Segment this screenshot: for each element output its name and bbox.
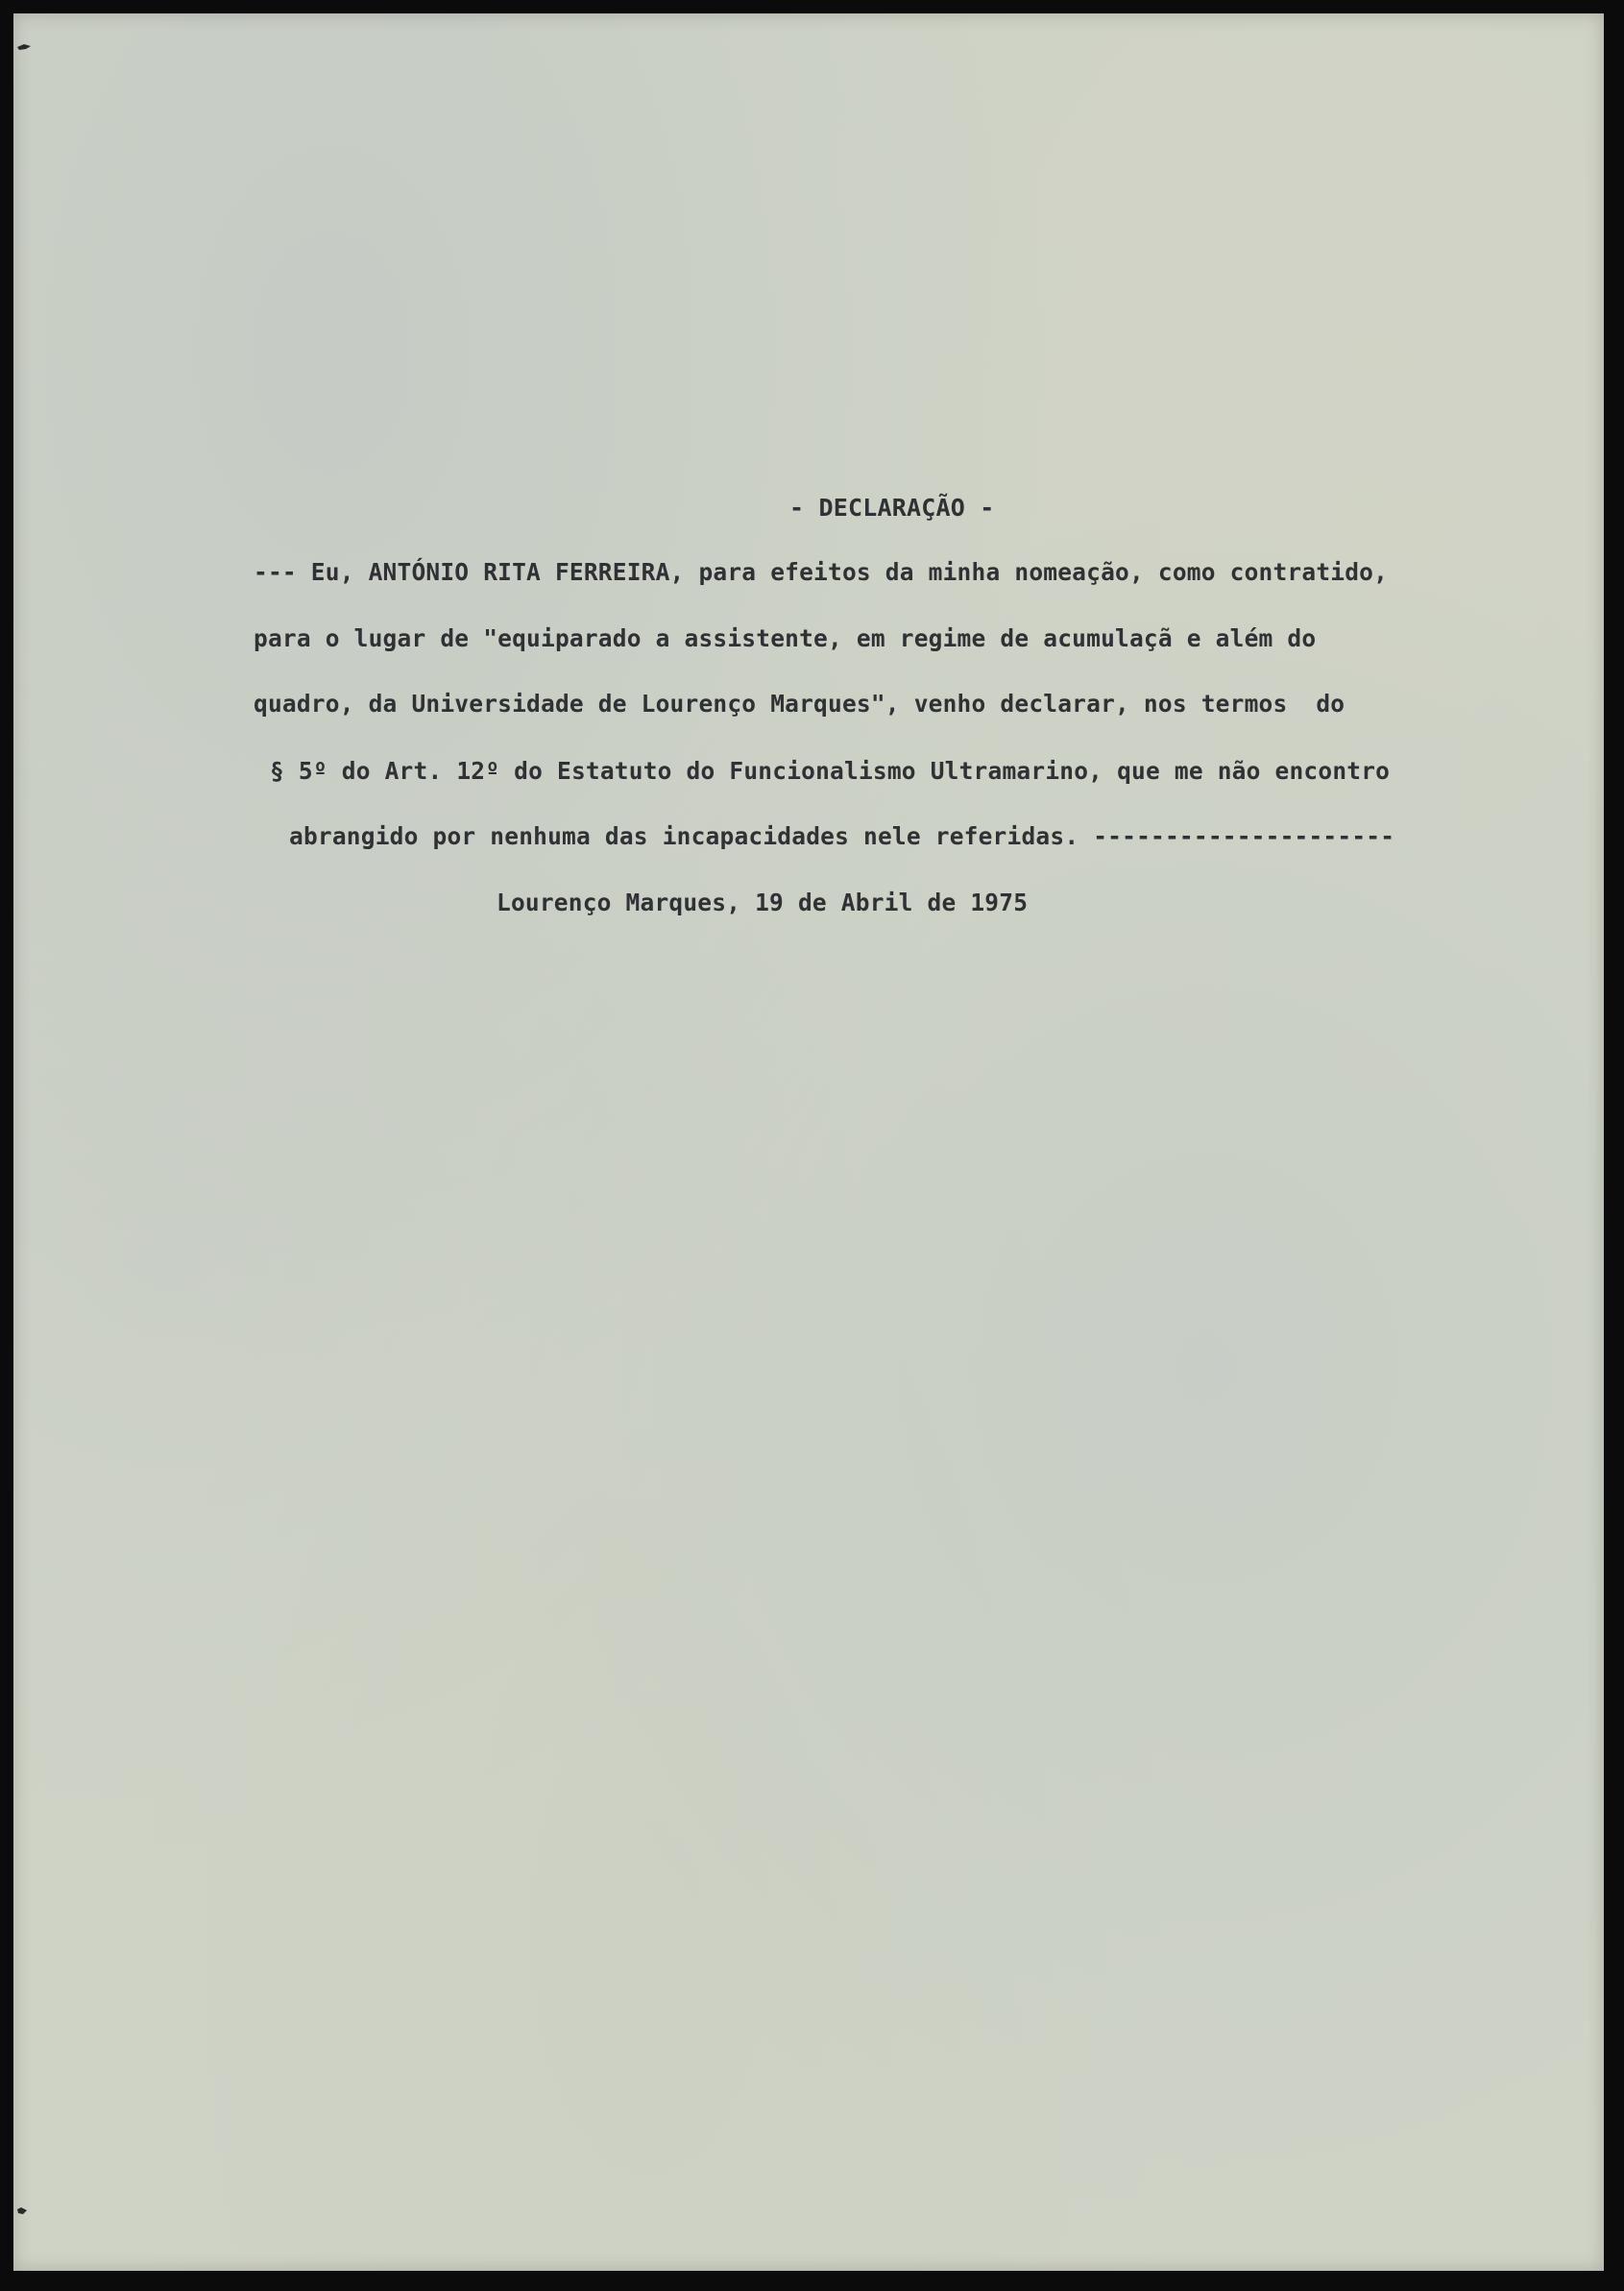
body-line-5: abrangido por nenhuma das incapacidades nele referidas. ---------------------	[289, 822, 1395, 850]
document-heading: - DECLARAÇÃO -	[789, 494, 995, 522]
place-date-line: Lourenço Marques, 19 de Abril de 1975	[497, 889, 1029, 916]
body-line-2: para o lugar de "equiparado a assistente, em regime de acumulaçã e além do	[254, 624, 1317, 652]
ink-mark-icon	[15, 2206, 29, 2217]
body-line-1: --- Eu, ANTÓNIO RITA FERREIRA, para efeitos da minha nomeação, como contratido,	[254, 558, 1389, 586]
body-line-4: § 5º do Art. 12º do Estatuto do Funcionalismo Ultramarino, que me não encontro	[270, 757, 1391, 785]
body-line-3: quadro, da Universidade de Lourenço Marques", venho declarar, nos termos do	[254, 690, 1345, 718]
document-page	[13, 13, 1604, 2271]
ink-mark-icon	[15, 40, 33, 54]
